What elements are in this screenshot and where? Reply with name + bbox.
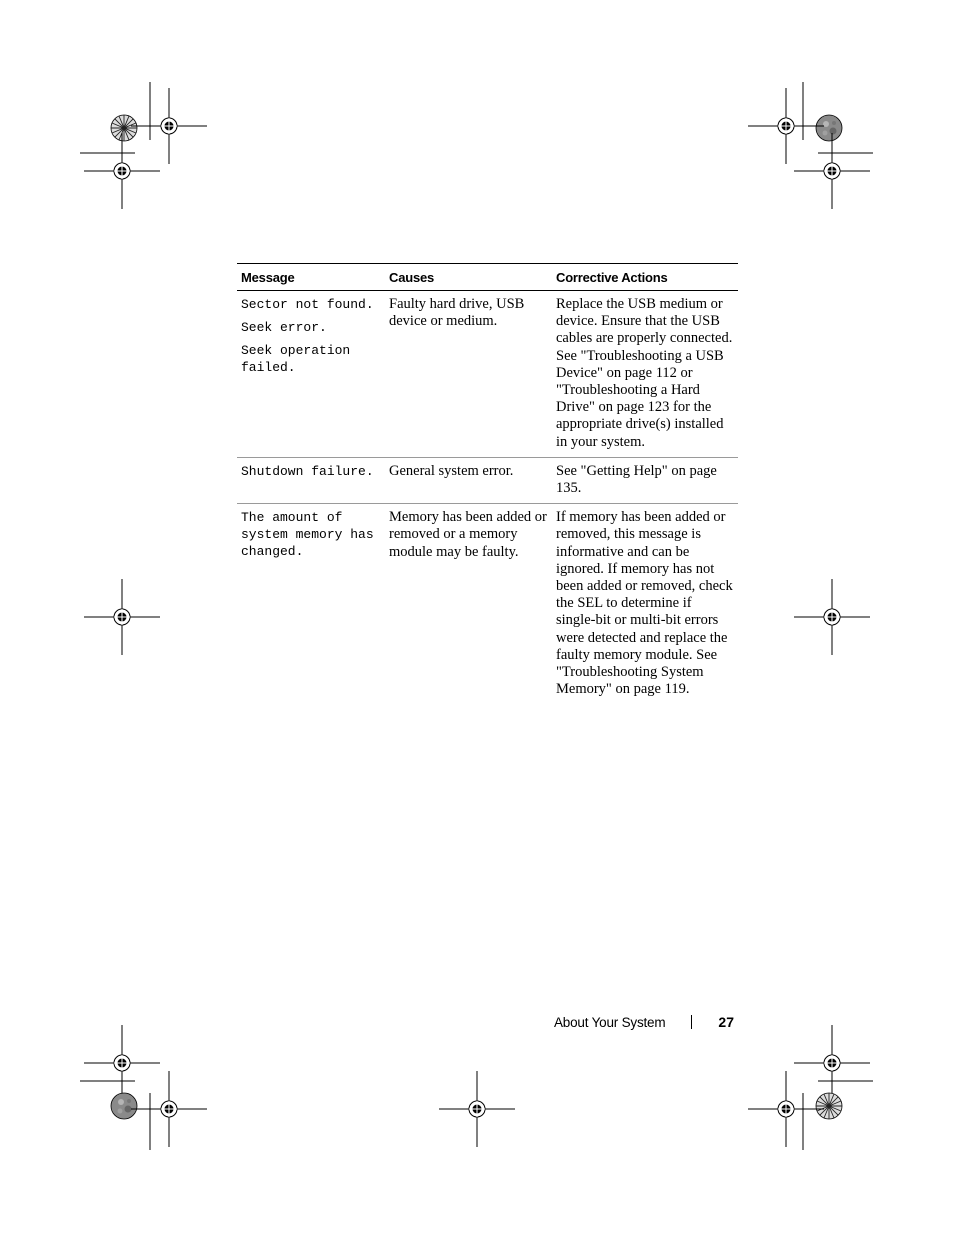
page-footer bbox=[554, 1014, 734, 1030]
page-number: 27 bbox=[718, 1014, 734, 1030]
causes-cell: Faulty hard drive, USB device or medium. bbox=[385, 291, 552, 458]
message-text: Shutdown failure. bbox=[241, 463, 374, 479]
footer-section-title: About Your System bbox=[553, 1014, 666, 1030]
causes-cell: Memory has been added or removed or a memory module may be faulty. bbox=[389, 509, 547, 560]
header-corrective-actions: Corrective Actions bbox=[552, 264, 738, 291]
table-row bbox=[237, 457, 738, 503]
actions-cell: See "Getting Help" on page 135. bbox=[552, 457, 738, 503]
message-cell bbox=[237, 504, 385, 705]
table-header-row bbox=[237, 264, 738, 291]
actions-cell: Replace the USB medium or device. Ensure that the USB cables are properly connected. See "Troubleshooting a USB Device" on page 112 or "Troubleshooting a Hard Drive" on page 123 for the appropriate drive(s) installed in your system. bbox=[552, 291, 738, 458]
message-text: Seek operation failed. bbox=[241, 343, 351, 375]
message-text: Seek error. bbox=[241, 320, 327, 335]
message-cell bbox=[237, 457, 385, 503]
footer-divider bbox=[691, 1015, 692, 1029]
message-text: Sector not found. bbox=[241, 297, 374, 312]
header-message: Message bbox=[237, 264, 385, 291]
error-message-table bbox=[237, 263, 738, 704]
header-causes: Causes bbox=[385, 264, 552, 291]
table-row bbox=[237, 504, 738, 705]
message-cell bbox=[237, 291, 385, 458]
causes-cell: General system error. bbox=[385, 457, 552, 503]
table-row bbox=[237, 291, 738, 458]
message-text: The amount of system memory has changed. bbox=[241, 510, 374, 560]
actions-cell: If memory has been added or removed, this message is informative and can be ignored. If memory has not been added or removed, check the SEL to determine if single-bit or multi-bit errors were detected and replace the faulty memory module. See "Troubleshooting System Memory" on page 119. bbox=[556, 509, 733, 698]
